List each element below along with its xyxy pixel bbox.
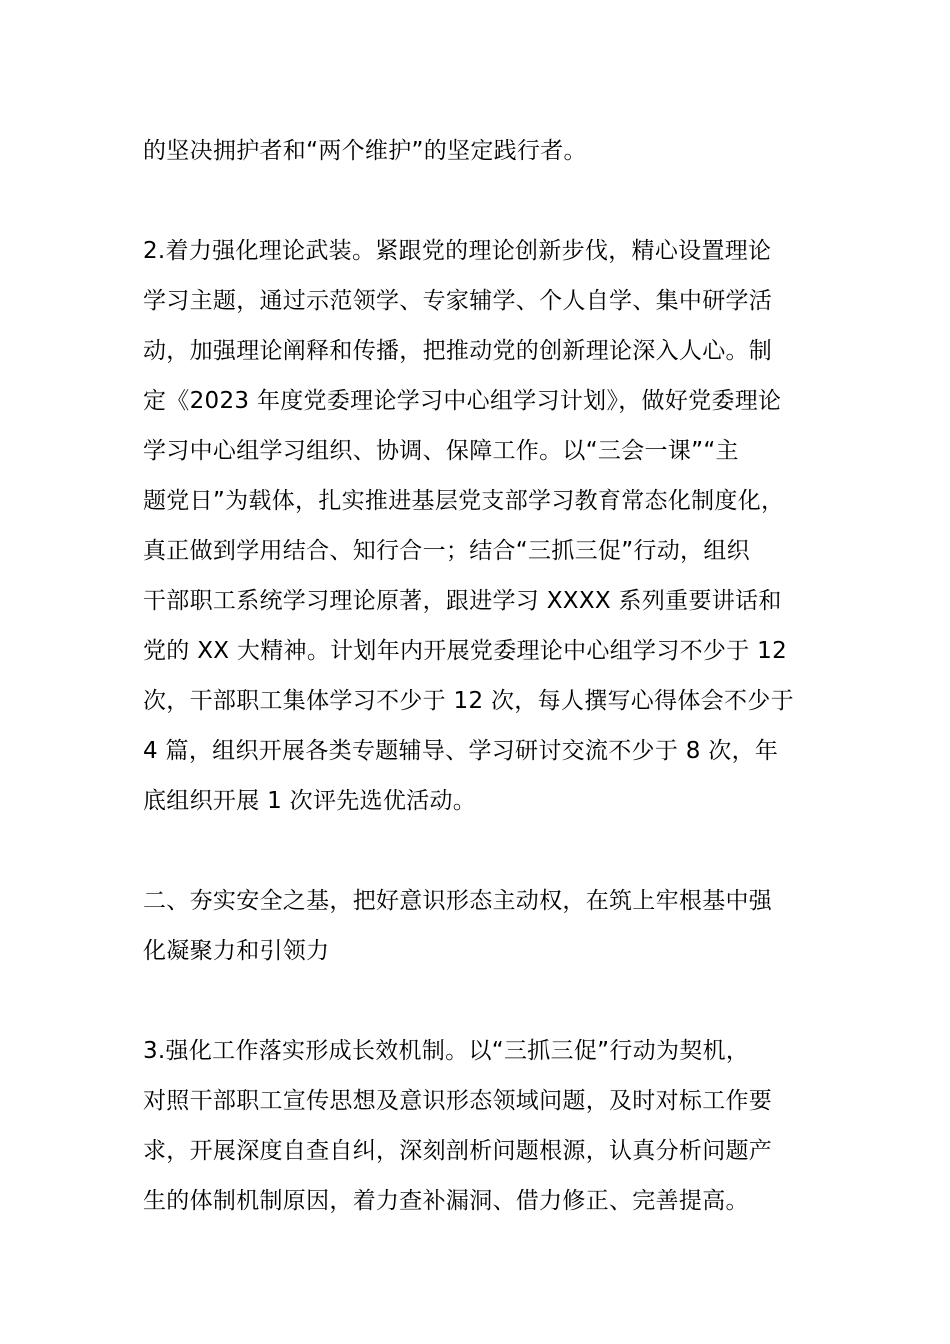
text-line: 真正做到学用结合、知行合一；结合“三抓三促”行动，组织 bbox=[143, 538, 750, 564]
text-line: 的坚决拥护者和“两个维护”的坚定践行者。 bbox=[143, 138, 587, 164]
text-line: 学习主题，通过示范领学、专家辅学、个人自学、集中研学活 bbox=[143, 288, 773, 314]
text-line: 党的 XX 大精神。计划年内开展党委理论中心组学习不少于 12 bbox=[143, 638, 788, 664]
text-line: 3.强化工作落实形成长效机制。以“三抓三促”行动为契机， bbox=[143, 1038, 750, 1064]
text-line: 题党日”为载体，扎实推进基层党支部学习教育常态化制度化， bbox=[143, 488, 785, 514]
paragraph-gap bbox=[143, 176, 823, 226]
heading-line: 化凝聚力和引领力 bbox=[143, 938, 330, 964]
paragraph-continuation bbox=[143, 126, 823, 176]
text-line: 底组织开展 1 次评先选优活动。 bbox=[143, 788, 477, 814]
text-line: 动，加强理论阐释和传播，把推动党的创新理论深入人心。制 bbox=[143, 338, 773, 364]
document-page bbox=[143, 126, 823, 1226]
paragraph-gap bbox=[143, 976, 823, 1026]
text-line: 干部职工系统学习理论原著，跟进学习 XXXX 系列重要讲话和 bbox=[143, 588, 782, 614]
paragraph-3 bbox=[143, 1026, 823, 1226]
text-line: 定《2023 年度党委理论学习中心组学习计划》，做好党委理论 bbox=[143, 388, 782, 414]
text-line: 4 篇，组织开展各类专题辅导、学习研讨交流不少于 8 次，年 bbox=[143, 738, 779, 764]
text-line: 次，干部职工集体学习不少于 12 次，每人撰写心得体会不少于 bbox=[143, 688, 794, 714]
paragraph-2 bbox=[143, 226, 823, 826]
text-line: 求，开展深度自查自纠，深刻剖析问题根源，认真分析问题产 bbox=[143, 1138, 773, 1164]
section-heading-2 bbox=[143, 876, 823, 976]
heading-line: 二、夯实安全之基，把好意识形态主动权，在筑上牢根基中强 bbox=[143, 888, 773, 914]
text-line: 学习中心组学习组织、协调、保障工作。以“三会一课”“主 bbox=[143, 438, 739, 464]
paragraph-gap bbox=[143, 826, 823, 876]
text-line: 生的体制机制原因，着力查补漏洞、借力修正、完善提高。 bbox=[143, 1188, 749, 1214]
text-line: 对照干部职工宣传思想及意识形态领域问题，及时对标工作要 bbox=[143, 1088, 773, 1114]
text-line: 2.着力强化理论武装。紧跟党的理论创新步伐，精心设置理论 bbox=[143, 238, 772, 264]
